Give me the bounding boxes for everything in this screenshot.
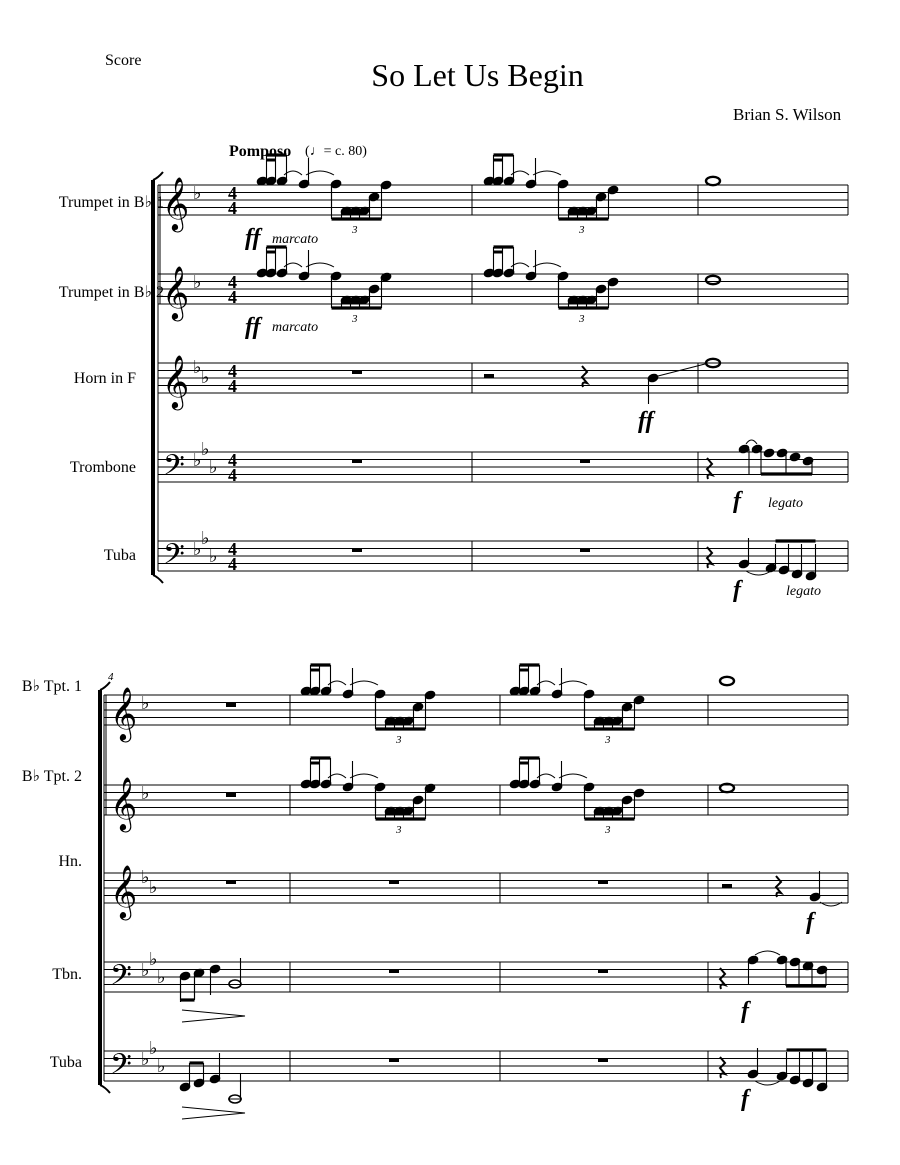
treble-clef-icon: 𝄞 [110,864,138,918]
flat-icon: ♭ [149,877,158,898]
tie [559,681,587,685]
time-signature-numerator: 4 [228,539,237,559]
instrument-label-trumpet-1-short: B♭ Tpt. 1 [21,678,82,695]
flat-icon: ♭ [201,439,210,460]
whole-rest [598,1058,608,1062]
time-signature-denominator: 4 [228,287,237,307]
flat-icon: ♭ [141,693,150,714]
page-title: So Let Us Begin [371,57,584,93]
flat-icon: ♭ [141,1049,150,1070]
score-label: Score [105,52,142,69]
flat-icon: ♭ [193,539,202,560]
dynamic-f: f [806,909,814,935]
tie [306,263,334,267]
time-signature-numerator: 4 [228,272,237,292]
flat-icon: ♭ [141,867,150,888]
treble-clef-icon: 𝄞 [110,776,138,830]
flat-icon: ♭ [201,528,210,549]
quarter-rest [720,1057,725,1078]
whole-rest [598,880,608,884]
flat-icon: ♭ [201,367,210,388]
whole-note [706,276,720,284]
tie [755,1081,780,1085]
tie [755,951,780,955]
instrument-label-trumpet-2-short: B♭ Tpt. 2 [21,768,82,785]
time-signature-numerator: 4 [228,450,237,470]
decrescendo-hairpin [182,1010,245,1022]
instrument-label-tuba-short: Tuba [49,1054,82,1071]
tuplet-number: 3 [396,734,402,746]
flat-icon: ♭ [193,450,202,471]
instrument-label-horn-short: Hn. [58,853,82,870]
time-signature-denominator: 4 [228,376,237,396]
expression-marcato: marcato [272,320,319,335]
whole-note [720,677,734,685]
treble-clef-icon: 𝄞 [110,686,138,740]
dynamic-f: f [733,577,741,603]
tie [559,774,587,778]
tie [746,571,771,575]
flat-icon: ♭ [193,357,202,378]
tuplet-number: 3 [352,313,358,325]
time-signature-denominator: 4 [228,554,237,574]
tempo-marking: Pomposo [229,143,292,160]
half-rest [226,703,236,707]
time-signature-denominator: 4 [228,198,237,218]
tie [350,774,378,778]
note-head [789,452,801,462]
measure-number: 4 [108,671,114,683]
note-head [763,448,775,458]
instrument-label-trombone-short: Tbn. [52,966,82,983]
metronome-marking: (♩= c. 80) [305,144,367,159]
bass-clef-icon: 𝄢 [163,449,185,489]
tuplet-number: 3 [605,734,611,746]
flat-icon: ♭ [209,457,218,478]
flat-icon: ♭ [149,949,158,970]
flat-icon: ♭ [193,183,202,204]
tie [533,171,561,175]
quarter-rest [776,876,781,897]
whole-rest [352,459,362,463]
quarter-rest [720,968,725,989]
half-rest [484,374,494,378]
whole-rest [389,880,399,884]
expression-legato: legato [768,496,803,511]
flat-icon: ♭ [209,546,218,567]
dynamic-f: f [733,488,741,514]
tuplet-number: 3 [396,824,402,836]
bass-clef-icon: 𝄢 [163,538,185,578]
instrument-label-trombone: Trombone [69,459,136,476]
tie [746,440,757,444]
composer-name: Brian S. Wilson [733,105,842,124]
bass-clef-icon: 𝄢 [110,1048,132,1088]
tuplet-number: 3 [605,824,611,836]
flat-icon: ♭ [157,967,166,988]
dynamic-f: f [741,1086,749,1112]
instrument-label-tuba: Tuba [103,547,136,564]
expression-legato: legato [786,584,821,599]
whole-rest [352,548,362,552]
tie [306,171,334,175]
tuplet-number: 3 [352,224,358,236]
instrument-label-trumpet-2: Trumpet in B♭ 2 [58,284,164,301]
time-signature-numerator: 4 [228,361,237,381]
whole-rest [580,548,590,552]
flat-icon: ♭ [193,272,202,293]
time-signature-denominator: 4 [228,465,237,485]
whole-rest [580,459,590,463]
flat-icon: ♭ [141,783,150,804]
dynamic-ff: ff [638,408,654,434]
treble-clef-icon: 𝄞 [162,265,190,319]
flat-icon: ♭ [157,1056,166,1077]
whole-rest [389,969,399,973]
instrument-label-trumpet-1: Trumpet in B♭ 1 [58,194,164,211]
instrument-label-horn: Horn in F [73,370,136,387]
quarter-rest [707,458,712,479]
quarter-rest [582,366,587,387]
flat-icon: ♭ [149,1038,158,1059]
bass-clef-icon: 𝄢 [110,959,132,999]
expression-marcato: marcato [272,232,319,247]
whole-rest [226,880,236,884]
whole-note [706,177,720,185]
half-rest [722,884,732,888]
tie [350,681,378,685]
dynamic-ff: ff [245,225,261,251]
half-rest [226,793,236,797]
whole-rest [389,1058,399,1062]
note-head [738,444,750,454]
treble-clef-icon: 𝄞 [162,176,190,230]
tie [533,263,561,267]
whole-rest [352,370,362,374]
flat-icon: ♭ [141,960,150,981]
tuplet-number: 3 [579,224,585,236]
dynamic-ff: ff [245,314,261,340]
whole-rest [598,969,608,973]
quarter-rest [707,547,712,568]
treble-clef-icon: 𝄞 [162,354,190,408]
tuplet-number: 3 [579,313,585,325]
decrescendo-hairpin [182,1107,245,1119]
time-signature-numerator: 4 [228,183,237,203]
dynamic-f: f [741,998,749,1024]
